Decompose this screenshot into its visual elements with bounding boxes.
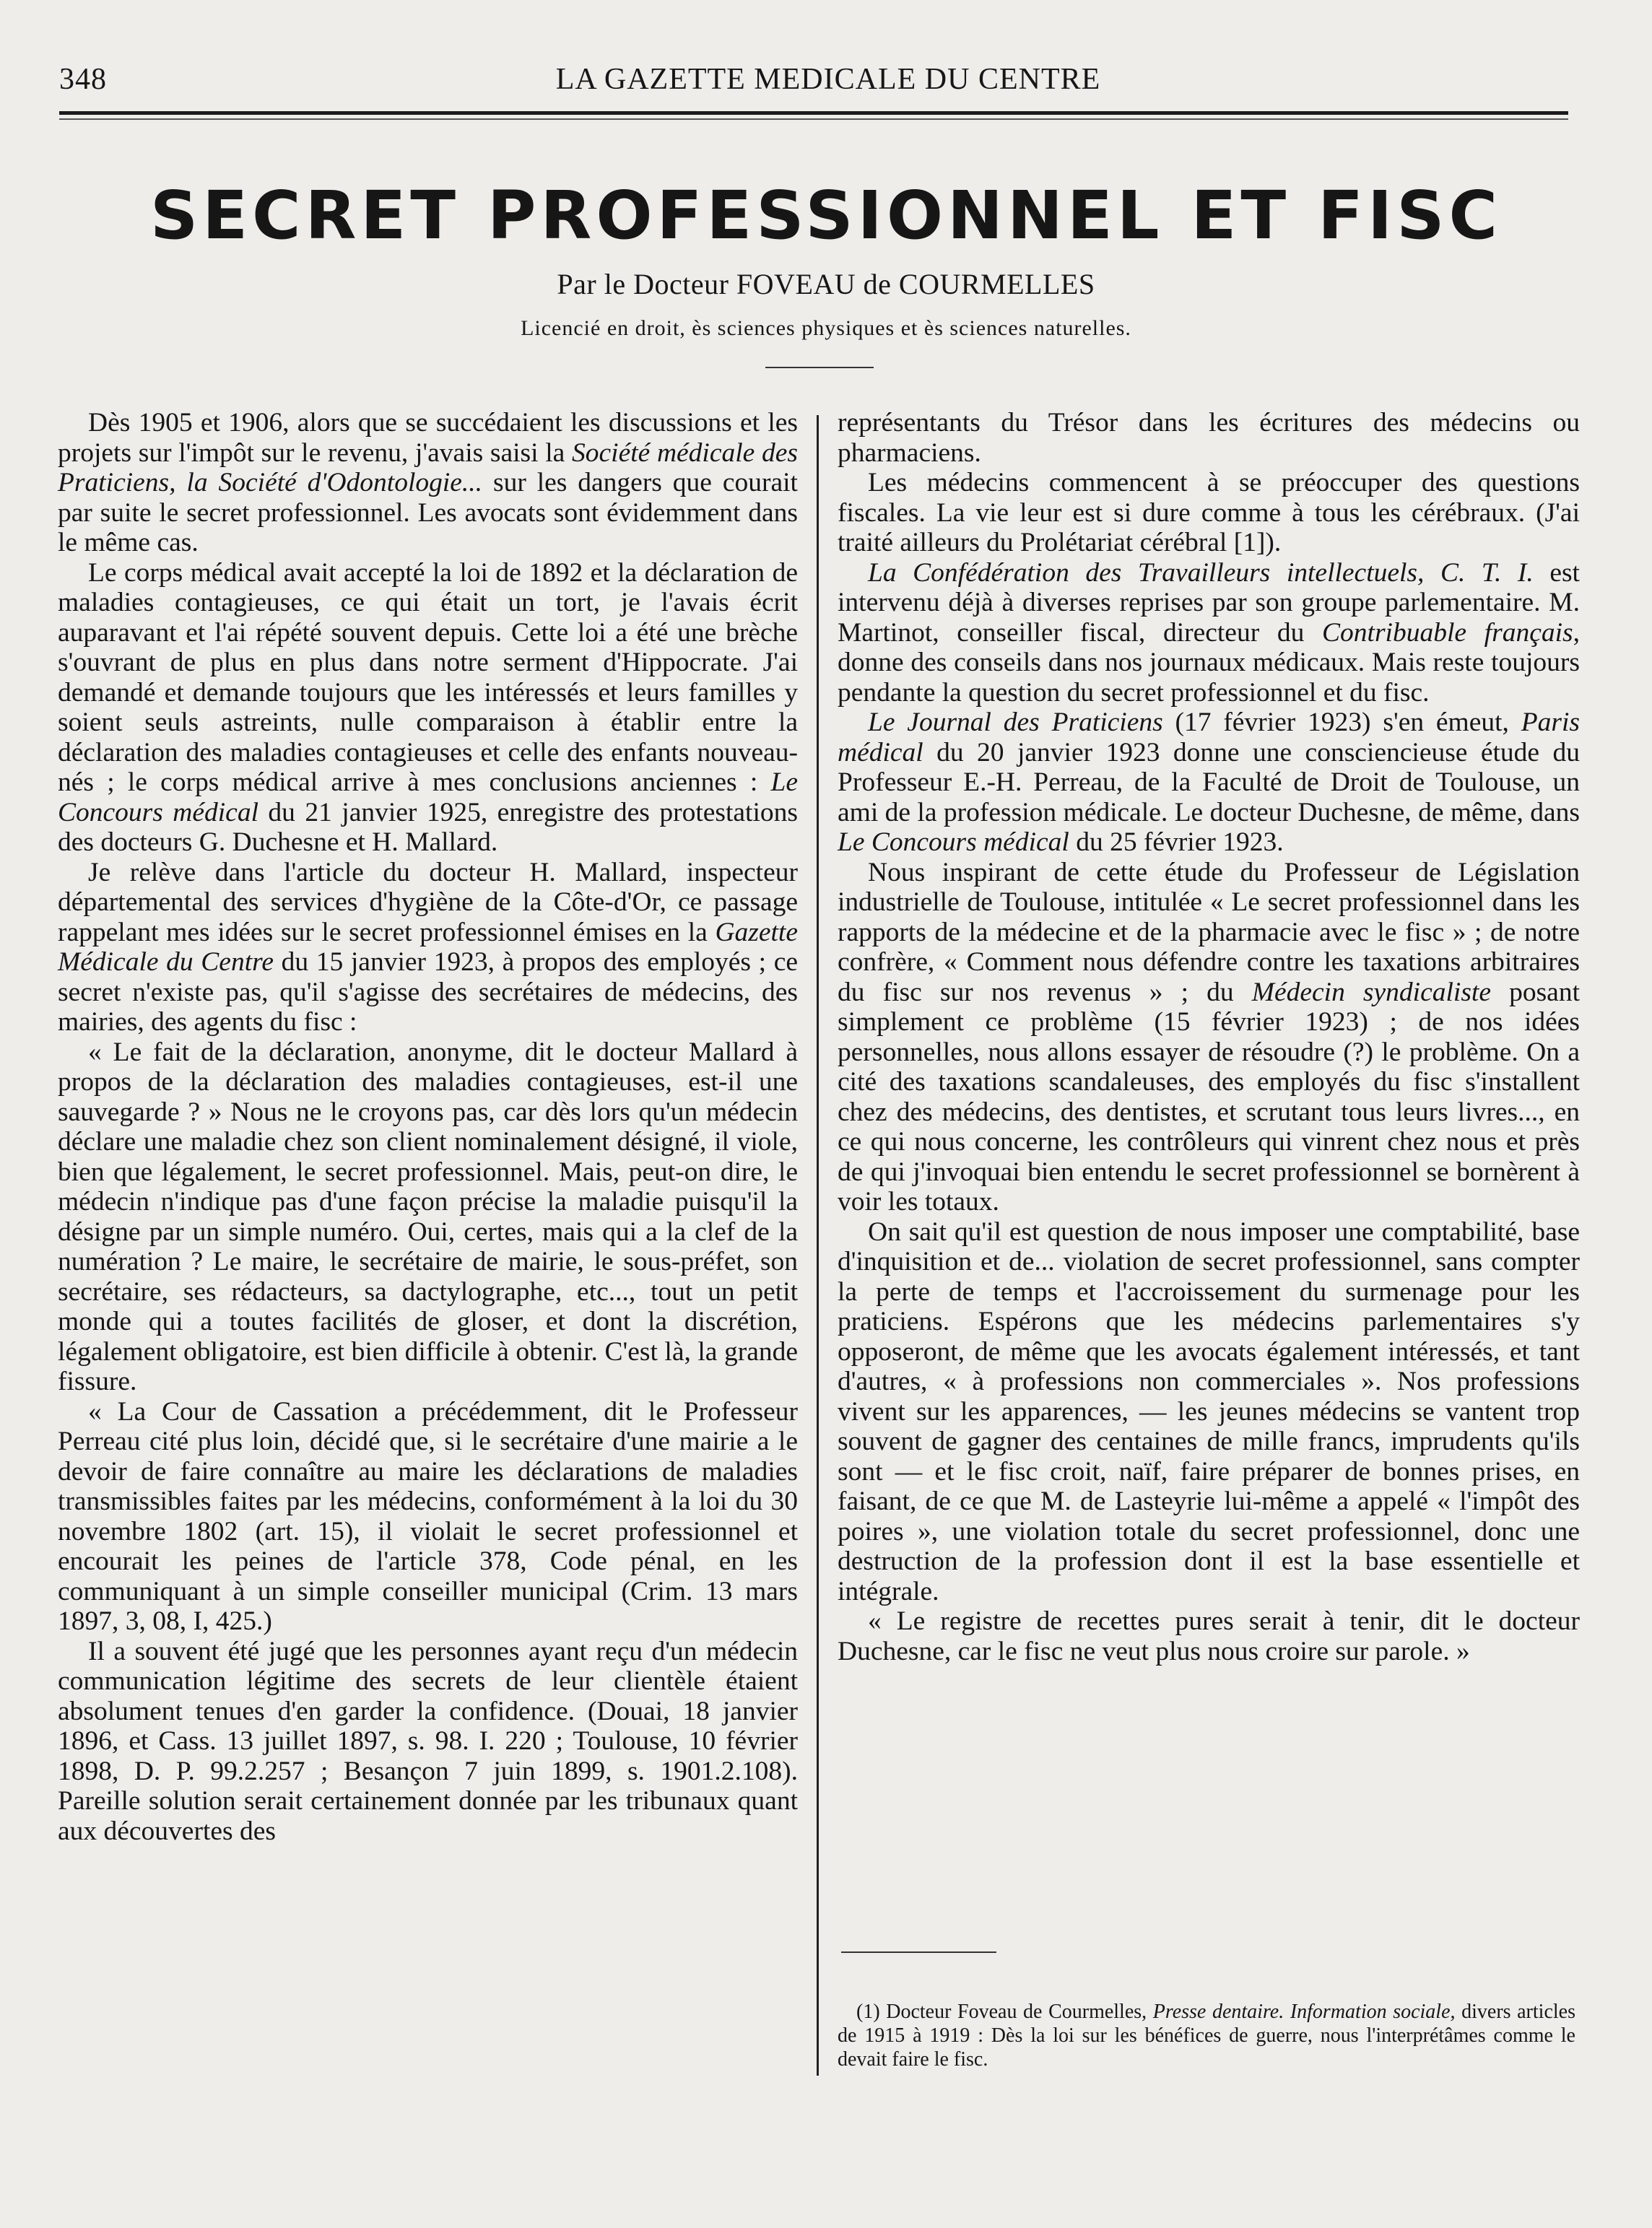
page-number: 348 [59,63,107,96]
right-column [838,408,1580,1666]
header-rule [59,111,1568,115]
article-title: SECRET PROFESSIONNEL ET FISC [149,177,1503,254]
paragraph: Il a souvent été jugé que les personnes ayant reçu d'un médecin communication légitime des secrets de leur clientèle étaient absolument tenues d'en garder la confidence. (Douai, 18 janvier 1896, et Cass. 13 juillet 1897, s. 98. I. 220 ; Toulouse, 10 février 1898, D. P. 99.2.257 ; Besançon 7 juin 1899, s. 1901.2.108). Pareille solution serait certainement donnée par les tribunaux quant aux découvertes des [58,1636,798,1846]
footnote-rule [841,1951,996,1953]
paragraph: représentants du Trésor dans les écritures des médecins ou pharmaciens. [838,408,1580,468]
paragraph: Je relève dans l'article du docteur H. Mallard, inspecteur départemental des services d'hygiène de la Côte-d'Or, ce passage rappelant mes idées sur le secret professionnel émises en la Gazette Médicale du Centre du 15 janvier 1923, à propos des employés ; ce secret n'existe pas, qu'il s'agisse des secrétaires de médecins, des mairies, des agents du fisc : [58,857,798,1037]
left-column [58,408,798,1846]
paragraph: Les médecins commencent à se préoccuper des questions fiscales. La vie leur est si dure comme à tous les cérébraux. (J'ai traité ailleurs du Prolétariat cérébral [1]). [838,468,1580,557]
paragraph: On sait qu'il est question de nous imposer une comptabilité, base d'inquisition et de... violation de secret professionnel, sans compter la perte de temps et l'accroissement du surmenage pour les praticiens. Espérons que les médecins parlementaires s'y opposeront, de même que les avocats également intéressés, et tant d'autres, « à professions non commerciales ». Nos professions vivent sur les apparences, — les jeunes médecins se vantent trop souvent de gagner des centaines de mille francs, imprudents qu'ils sont — et le fisc croit, naïf, faire préparer de bonnes prises, en faisant, de ce que M. de Lasteyrie lui-même a appelé « l'impôt des poires », une violation totale du secret professionnel, donc une destruction de la profession dont il est la base essentielle et intégrale. [838,1217,1580,1606]
header-rule-thin [59,118,1568,120]
paragraph: Nous inspirant de cette étude du Professeur de Législation industrielle de Toulouse, intitulée « Le secret professionnel dans les rapports de la médecine et de la pharmacie avec le fisc » ; de notre confrère, « Comment nous défendre contre les taxations arbitraires du fisc sur nos revenus » ; du Médecin syndicaliste posant simplement ce problème (15 février 1923) ; de nos idées personnelles, nous allons essayer de résoudre (?) le problème. On a cité des taxations scandaleuses, des employés du fisc s'installent chez des médecins, des dentistes, et scrutant tous leurs livres..., en ce qui nous concerne, les contrôleurs qui vinrent chez nous et près de qui j'invoquai bien entendu le secret professionnel se bornèrent à voir les totaux. [838,857,1580,1217]
paragraph: La Confédération des Travailleurs intellectuels, C. T. I. est intervenu déjà à diverses reprises par son groupe parlementaire. M. Martinot, conseiller fiscal, directeur du Contribuable français, donne des conseils dans nos journaux médicaux. Mais reste toujours pendante la question du secret professionnel et du fisc. [838,557,1580,708]
paragraph: Le corps médical avait accepté la loi de 1892 et la déclaration de maladies contagieuses, ce qui était un tort, je l'avais écrit auparavant et l'ai répété souvent depuis. Cette loi a été une brèche s'ouvrant de plus en plus dans notre serment d'Hippocrate. J'ai demandé et demande toujours que les intéressés et leurs familles y soient seuls astreints, nulle comparaison à établir entre la déclaration des maladies contagieuses et celle des enfants nouveau-nés ; le corps médical arrive à mes conclusions anciennes : Le Concours médical du 21 janvier 1925, enregistre des protestations des docteurs G. Duchesne et H. Mallard. [58,557,798,857]
journal-name: LA GAZETTE MEDICALE DU CENTRE [555,63,1101,96]
column-divider [817,415,819,2076]
title-divider [765,367,874,368]
author-credentials: Licencié en droit, ès sciences physiques et ès sciences naturelles. [521,316,1131,340]
paragraph: « Le registre de recettes pures serait à tenir, dit le docteur Duchesne, car le fisc ne veut plus nous croire sur parole. » [838,1606,1580,1666]
footnote: (1) Docteur Foveau de Courmelles, Presse dentaire. Information sociale, divers articles de 1915 à 1919 : Dès la loi sur les bénéfices de guerre, nous l'interprétâmes comme le devait faire le fisc. [838,2001,1575,2071]
article-byline: Par le Docteur FOVEAU de COURMELLES [557,268,1095,300]
paragraph: « Le fait de la déclaration, anonyme, dit le docteur Mallard à propos de la déclaration des maladies contagieuses, est-il une sauvegarde ? » Nous ne le croyons pas, car dès lors qu'un médecin déclare une maladie chez son client nominalement désigné, il viole, bien que légalement, le secret professionnel. Mais, peut-on dire, le médecin n'indique pas d'une façon précise la maladie puisqu'il la désigne par un simple numéro. Oui, certes, mais qui a la clef de la numération ? Le maire, le secrétaire de mairie, le sous-préfet, son secrétaire, ses rédacteurs, sa dactylographe, etc..., tout un petit monde qui a toutes facilités de gloser, et dont la discrétion, légalement obligatoire, est bien difficile à obtenir. C'est là, la grande fissure. [58,1037,798,1396]
running-header [59,62,1597,98]
paragraph: Le Journal des Praticiens (17 février 1923) s'en émeut, Paris médical du 20 janvier 1923 donne une consciencieuse étude du Professeur E.-H. Perreau, de la Faculté de Droit de Toulouse, un ami de la profession médicale. Le docteur Duchesne, de même, dans Le Concours médical du 25 février 1923. [838,708,1580,857]
paragraph: Dès 1905 et 1906, alors que se succédaient les discussions et les projets sur l'impôt sur le revenu, j'avais saisi la Société médicale des Praticiens, la Société d'Odontologie... sur les dangers que courait par suite le secret professionnel. Les avocats sont évidemment dans le même cas. [58,408,798,557]
paragraph: « La Cour de Cassation a précédemment, dit le Professeur Perreau cité plus loin, décidé que, si le secrétaire d'une mairie a le devoir de faire connaître au maire les déclarations de maladies transmissibles faites par les médecins, conformément à la loi du 30 novembre 1802 (art. 15), il violait le secret professionnel et encourait les peines de l'article 378, Code pénal, en les communiquant à un simple conseiller municipal (Crim. 13 mars 1897, 3, 08, I, 425.) [58,1396,798,1636]
